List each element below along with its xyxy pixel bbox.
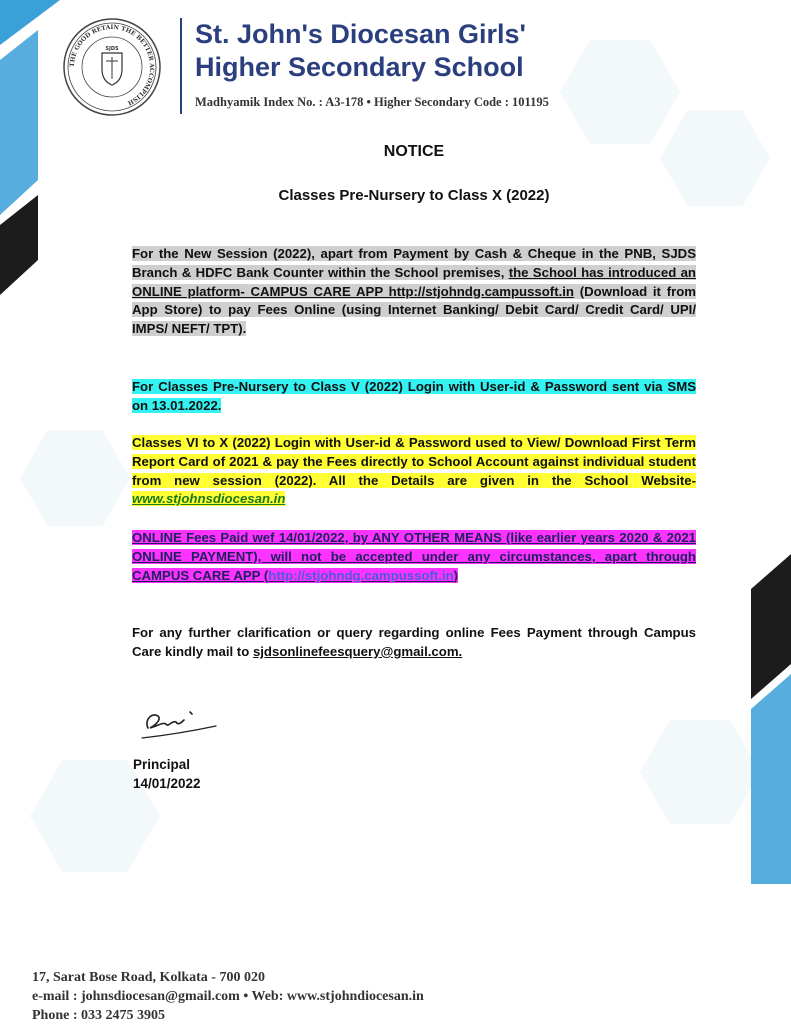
notice-subtitle: Classes Pre-Nursery to Class X (2022) bbox=[278, 187, 550, 204]
svg-text:SJDS: SJDS bbox=[105, 46, 119, 52]
highlighted-text: Classes VI to X (2022) Login with User-id & Password used to View/ Download First Term Report Card of 2021 & pay the Fees directly to School Account against individual student from new session (2022). All the Details are given in the School Website- www.stjohnsdiocesan.in bbox=[132, 435, 696, 507]
footer-phone: Phone : 033 2475 3905 bbox=[32, 1008, 165, 1023]
school-crest-logo bbox=[62, 17, 162, 117]
school-codes: Madhyamik Index No. : A3-178 • Higher Secondary Code : 101195 bbox=[195, 95, 549, 109]
school-name-line2: Higher Secondary School bbox=[195, 52, 524, 82]
highlighted-text: For the New Session (2022), apart from Payment by Cash & Cheque in the PNB, SJDS Branch & HDFC Bank Counter within the School premises, the School has introduced an ONLINE platform- CAMPUS CARE APP http://stjohndg.campussoft.in (Download it from App Store) to pay Fees Online (using Internet Banking/ Debit Card/ Credit Card/ UPI/ IMPS/ NEFT/ TPT). bbox=[132, 246, 696, 337]
footer-email-web: e-mail : johnsdiocesan@gmail.com • Web: www.stjohndiocesan.in bbox=[32, 989, 424, 1004]
footer-contact bbox=[32, 968, 424, 1024]
notice-title: NOTICE bbox=[383, 143, 445, 160]
school-website-link[interactable]: www.stjohnsdiocesan.in bbox=[132, 491, 286, 507]
background-hexagon bbox=[560, 40, 680, 144]
svg-text:THE GOOD RETAIN THE BETTER ACC: THE GOOD RETAIN THE BETTER ACCOMPLISH bbox=[68, 23, 156, 107]
campus-care-app-link[interactable]: the School has introduced an ONLINE platform- CAMPUS CARE APP http://stjohndg.campussoft.in bbox=[132, 264, 696, 299]
campus-care-url-link[interactable]: http://stjohndg.campussoft.in bbox=[268, 567, 454, 583]
query-email-link[interactable]: sjdsonlinefeesquery@gmail.com. bbox=[252, 643, 463, 659]
paragraph-online-fees-warning bbox=[132, 529, 696, 585]
notice-date: 14/01/2022 bbox=[133, 776, 201, 791]
paragraph-payment-options bbox=[132, 245, 696, 339]
footer-address: 17, Sarat Bose Road, Kolkata - 700 020 bbox=[32, 970, 265, 985]
corner-stripe-decoration bbox=[731, 554, 791, 884]
signoff-block bbox=[133, 755, 201, 793]
paragraph-query-contact: For any further clarification or query regarding online Fees Payment through Campus Care kindly mail to sjdsonlinefeesquery@gmail.com. bbox=[132, 625, 696, 659]
school-name bbox=[195, 18, 526, 84]
paragraph-class-vi-x-login bbox=[132, 434, 696, 509]
school-name-line1: St. John's Diocesan Girls' bbox=[195, 19, 526, 49]
highlighted-text: ONLINE Fees Paid wef 14/01/2022, by ANY OTHER MEANS (like earlier years 2020 & 2021 ONLINE PAYMENT), will not be accepted under any circumstances, apart through CAMPUS CARE APP (http://stjohndg.campussoft.in) bbox=[132, 530, 696, 583]
background-hexagon bbox=[20, 430, 130, 526]
header-divider bbox=[180, 18, 182, 114]
principal-signature bbox=[138, 698, 223, 746]
principal-label: Principal bbox=[133, 757, 191, 772]
paragraph-pre-nursery-login: For Classes Pre-Nursery to Class V (2022) Login with User-id & Password sent via SMS on 13.01.2022. bbox=[132, 379, 696, 413]
